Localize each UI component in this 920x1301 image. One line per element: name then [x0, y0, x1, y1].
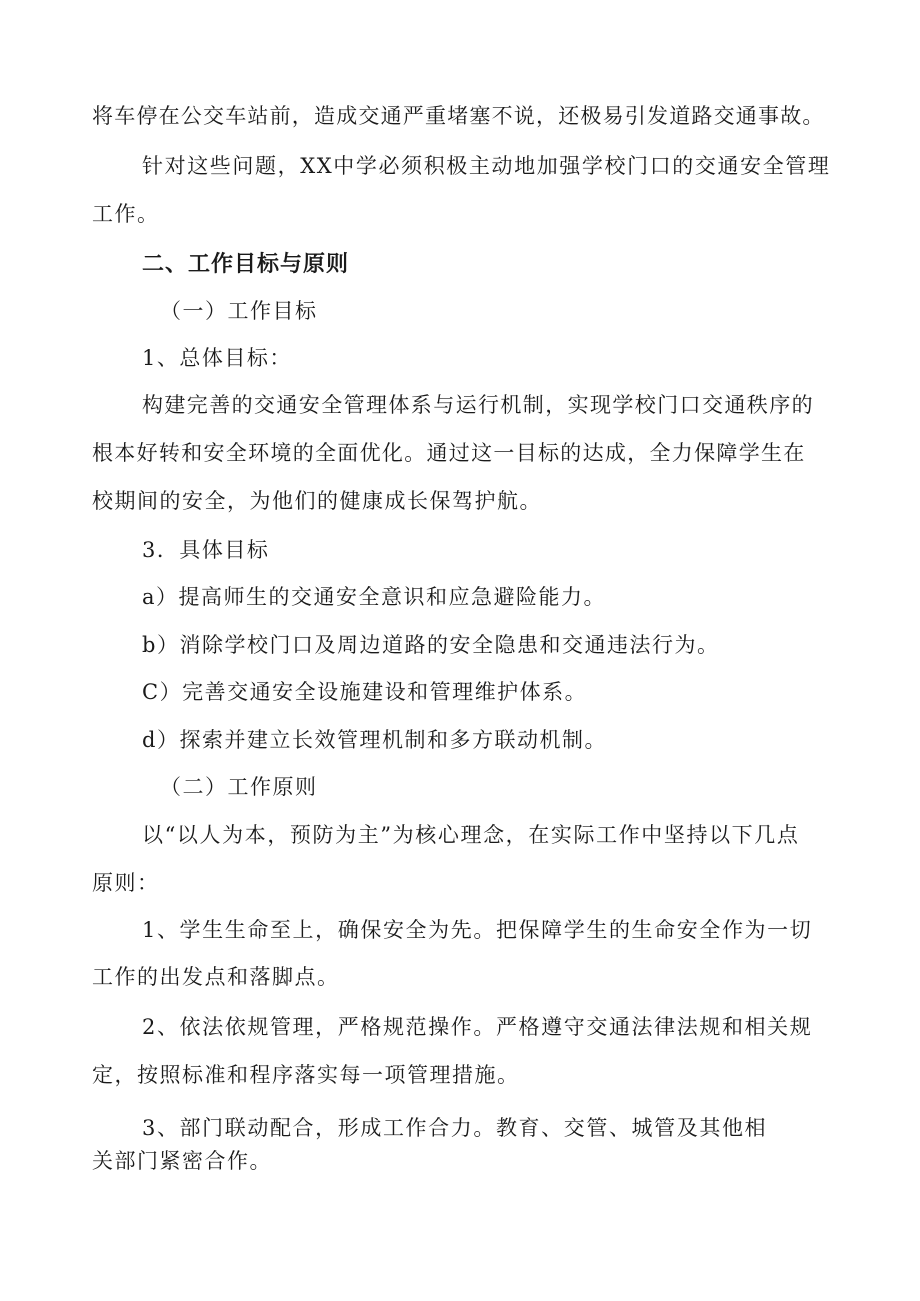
paragraph-line: 以“以人为本，预防为主”为核心理念，在实际工作中坚持以下几点: [142, 823, 800, 847]
paragraph-line: 1、学生生命至上，确保安全为先。把保障学生的生命安全作为一切: [142, 918, 813, 942]
paragraph-line: 1、总体目标：: [142, 346, 292, 370]
paragraph-line: 2、依法依规管理，严格规范操作。严格遵守交通法律法规和相关规: [142, 1015, 813, 1039]
paragraph-line: 关部门紧密合作。: [92, 1149, 272, 1173]
paragraph-line: 工作的出发点和落脚点。: [92, 965, 340, 989]
list-item: a）提高师生的交通安全意识和应急避险能力。: [142, 585, 607, 609]
paragraph-line: 构建完善的交通安全管理体系与运行机制，实现学校门口交通秩序的: [142, 393, 814, 417]
section-heading: 二、工作目标与原则: [142, 252, 350, 277]
paragraph-line: 针对这些问题，XX中学必须积极主动地加强学校门口的交通安全管理: [142, 154, 831, 178]
list-item: d）探索并建立长效管理机制和多方联动机制。: [142, 728, 607, 752]
paragraph-line: 3．具体目标: [142, 538, 270, 562]
paragraph-line: 定，按照标准和程序落实每一项管理措施。: [92, 1063, 520, 1087]
list-item: C）完善交通安全设施建设和管理维护体系。: [142, 680, 588, 704]
paragraph-line: 根本好转和安全环境的全面优化。通过这一目标的达成，全力保障学生在: [92, 441, 806, 465]
paragraph-line: 工作。: [92, 202, 160, 226]
paragraph-line: 3、部门联动配合，形成工作合力。教育、交管、城管及其他相: [142, 1116, 768, 1140]
paragraph-line: 原则：: [92, 871, 160, 895]
paragraph-line: 将车停在公交车站前，造成交通严重堵塞不说，还极易引发道路交通事故。: [92, 104, 825, 128]
subsection-heading: （一）工作目标: [160, 299, 318, 323]
list-item: b）消除学校门口及周边道路的安全隐患和交通违法行为。: [142, 633, 720, 657]
subsection-heading: （二）工作原则: [160, 775, 318, 799]
paragraph-line: 校期间的安全，为他们的健康成长保驾护航。: [92, 489, 542, 513]
